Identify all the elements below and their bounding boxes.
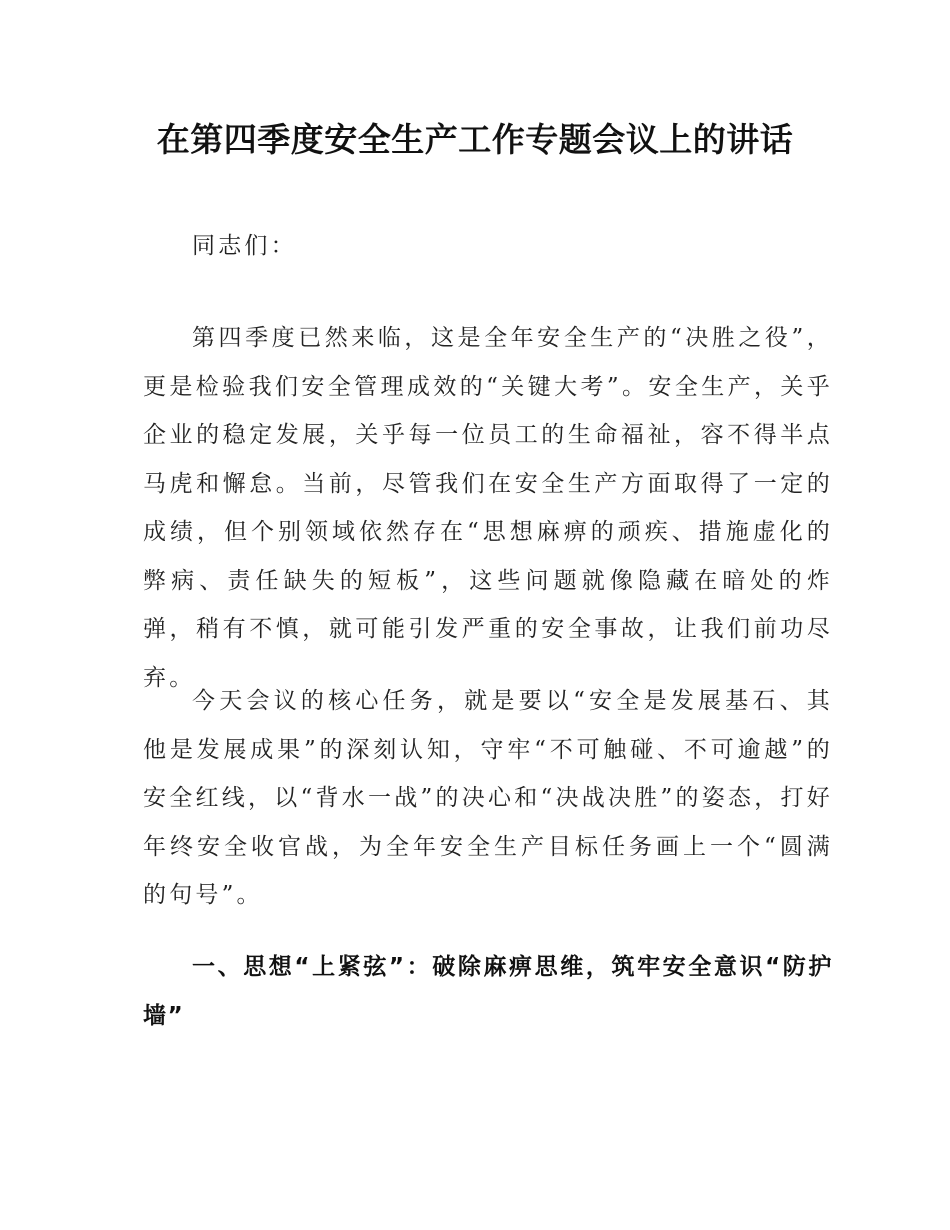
paragraph-2: 今天会议的核心任务，就是要以“安全是发展基石、其他是发展成果”的深刻认知，守牢“不可触碰、不可逾越”的安全红线，以“背水一战”的决心和“决战决胜”的姿态，打好年终安全收官战，为全年安全生产目标任务画上一个“圆满的句号”。 <box>143 688 833 908</box>
salutation: 同志们： <box>192 233 297 259</box>
document-title: 在第四季度安全生产工作专题会议上的讲话 <box>156 120 794 159</box>
paragraph-1: 第四季度已然来临，这是全年安全生产的“决胜之役”，更是检验我们安全管理成效的“关键大考”。安全生产，关乎企业的稳定发展，关乎每一位员工的生命福祉，容不得半点马虎和懈怠。当前，尽管我们在安全生产方面取得了一定的成绩，但个别领域依然存在“思想麻痹的顽疾、措施虚化的弊病、责任缺失的短板”，这些问题就像隐藏在暗处的炸弹，稍有不慎，就可能引发严重的安全事故，让我们前功尽弃。 <box>143 325 833 691</box>
section-heading: 一、思想“上紧弦”：破除麻痹思维，筑牢安全意识“防护墙” <box>143 954 833 1029</box>
